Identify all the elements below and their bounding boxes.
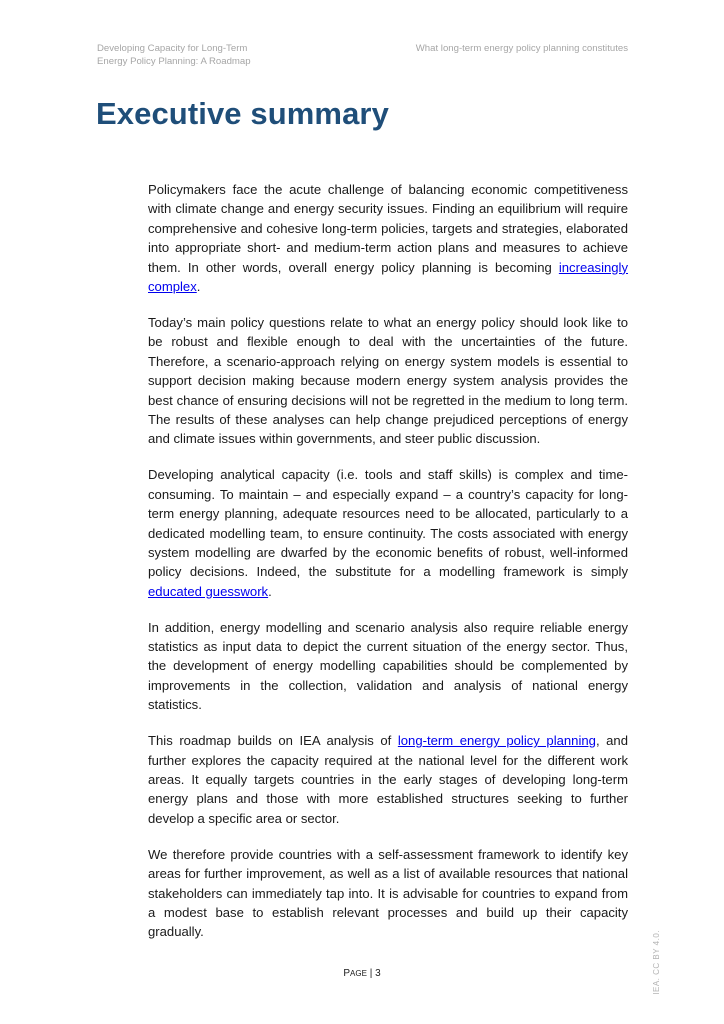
footer-label-first: P [343, 968, 351, 979]
paragraph-2: Today’s main policy questions relate to what an energy policy should look like to be robust and flexible enough to deal with the uncertainties of the future. Therefore, a scenario-approach relying on energy system models is essential to support decision making because modern energy system analysis provides the best chance of ensuring decisions will not be regretted in the medium to long term. The results of these analyses can help change prejudiced perceptions of energy and climate issues within governments, and steer public discussion. [148, 314, 628, 447]
page-footer [0, 968, 724, 979]
paragraph-4: In addition, energy modelling and scenario analysis also require reliable energy statistics as input data to depict the current situation of the energy sector. Thus, the development of energy modelling capabilities should be complemented by improvements in the collection, validation and analysis of national energy statistics. [148, 619, 628, 713]
page-number: 3 [375, 968, 381, 979]
paragraph-3-end: . [268, 583, 272, 599]
paragraph-1 [148, 180, 628, 296]
link-educated-guesswork[interactable]: educated guesswork [148, 583, 269, 599]
paragraph-3-text: Developing analytical capacity (i.e. tools and staff skills) is complex and time-consuming. To maintain – and especially expand – a country’s capacity for long-term energy planning, adequate resources need to be allocated, particularly to a dedicated modelling team, to ensure continuity. The costs associated with energy system modelling are dwarfed by the economic benefits of robust, well-informed policy decisions. Indeed, the substitute for a modelling framework is simply [148, 467, 628, 580]
link-increasingly-complex[interactable]: increasingly complex [148, 259, 628, 295]
paragraph-3 [148, 465, 628, 601]
paragraph-6: We therefore provide countries with a self-assessment framework to identify key areas for further improvement, as well as a list of available resources that national stakeholders can immediately tap into. It is advisable for countries to expand from a modest base to establish relevant processes and build up their capacity gradually. [148, 846, 628, 940]
paragraph-1-text: Policymakers face the acute challenge of balancing economic competitiveness with climate change and energy security issues. Finding an equilibrium will require comprehensive and cohesive long-term policies, targets and strategies, elaborated into appropriate short- and medium-term action plans and measures to achieve them. In other words, overall energy policy planning is becoming [148, 182, 628, 275]
license-side-text: IEA. CC BY 4.0. [652, 930, 661, 995]
paragraph-5-text: , and further explores the capacity required at the national level for the different work areas. It equally targets countries in the early stages of developing long-term energy plans and those with more established structures seeking to further develop a specific area or sector. [148, 733, 629, 826]
paragraph-5-start: This roadmap builds on IEA analysis of [148, 733, 398, 749]
running-header-right: What long-term energy policy planning constitutes [415, 43, 628, 54]
paragraph-1-end: . [196, 279, 201, 295]
page-title: Executive summary [96, 96, 389, 131]
running-header-left [97, 42, 327, 68]
header-left-line1: Developing Capacity for Long-Term [97, 43, 248, 54]
link-long-term-energy-policy-planning[interactable]: long-term energy policy planning [397, 733, 596, 749]
footer-label-rest: AGE [350, 969, 367, 978]
footer-separator: | [366, 968, 376, 979]
paragraph-5 [148, 731, 628, 828]
header-left-line2: Energy Policy Planning: A Roadmap [97, 56, 251, 67]
body-text [148, 180, 628, 958]
